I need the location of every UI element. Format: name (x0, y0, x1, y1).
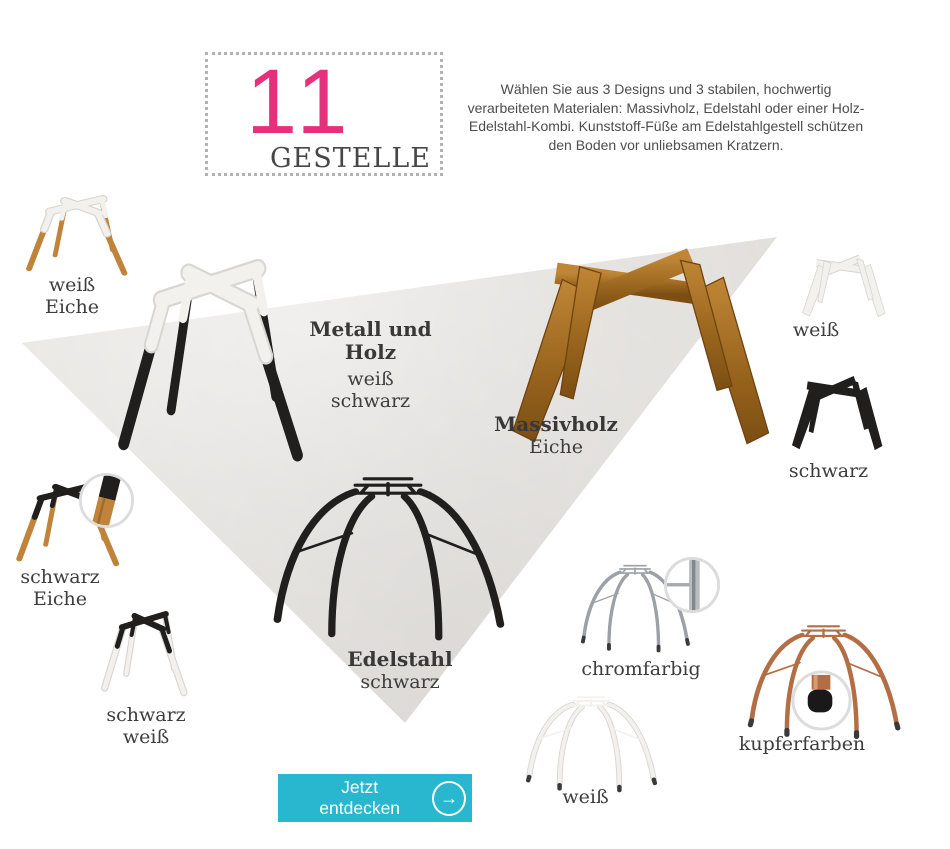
label-massivholz: Massivholz Eiche (494, 412, 618, 458)
label-metall-und-holz: Metall und Holz weiß schwarz (309, 317, 432, 412)
frame-weiss-design-image (788, 247, 892, 324)
label-schwarz-weiss: schwarz weiß (106, 704, 186, 748)
label-kupferfarben: kupferfarben (738, 733, 866, 755)
count-label: GESTELLE (269, 143, 431, 174)
cta-label: Jetzt entdecken (319, 777, 401, 818)
frame-weiss-edelstahl-image (515, 681, 667, 794)
label-design-schwarz: schwarz (788, 460, 869, 482)
label-schwarz-eiche: schwarz Eiche (20, 566, 100, 610)
label-edelstahl: Edelstahl schwarz (347, 647, 453, 693)
jetzt-entdecken-button[interactable] (278, 774, 472, 822)
intro-description: Wählen Sie aus 3 Designs und 3 stabilen, hochwertig verarbeiteten Materialen: Massivholz, Edelstahl oder einer Holz-Edelstahl-Kombi. Kunststoff-Füße am Edelstahlgestell schützen den Boden vor unliebsamen Kratzern. (467, 81, 865, 153)
frame-edelstahl-schwarz-image (252, 450, 524, 650)
magnifier-detail-icon (78, 472, 135, 529)
label-chromfarbig: chromfarbig (581, 658, 701, 680)
label-weiss-eiche: weiß Eiche (44, 274, 100, 318)
label-design-weiss: weiß (792, 319, 840, 341)
frame-schwarz-weiss-image (93, 597, 201, 703)
count-number: 11 (246, 51, 354, 153)
label-weiss-edelstahl: weiß (562, 786, 609, 808)
arrow-right-icon: → (432, 781, 466, 816)
magnifier-detail-icon (790, 669, 853, 732)
magnifier-detail-icon (663, 556, 721, 614)
frame-schwarz-design-image (776, 366, 890, 459)
